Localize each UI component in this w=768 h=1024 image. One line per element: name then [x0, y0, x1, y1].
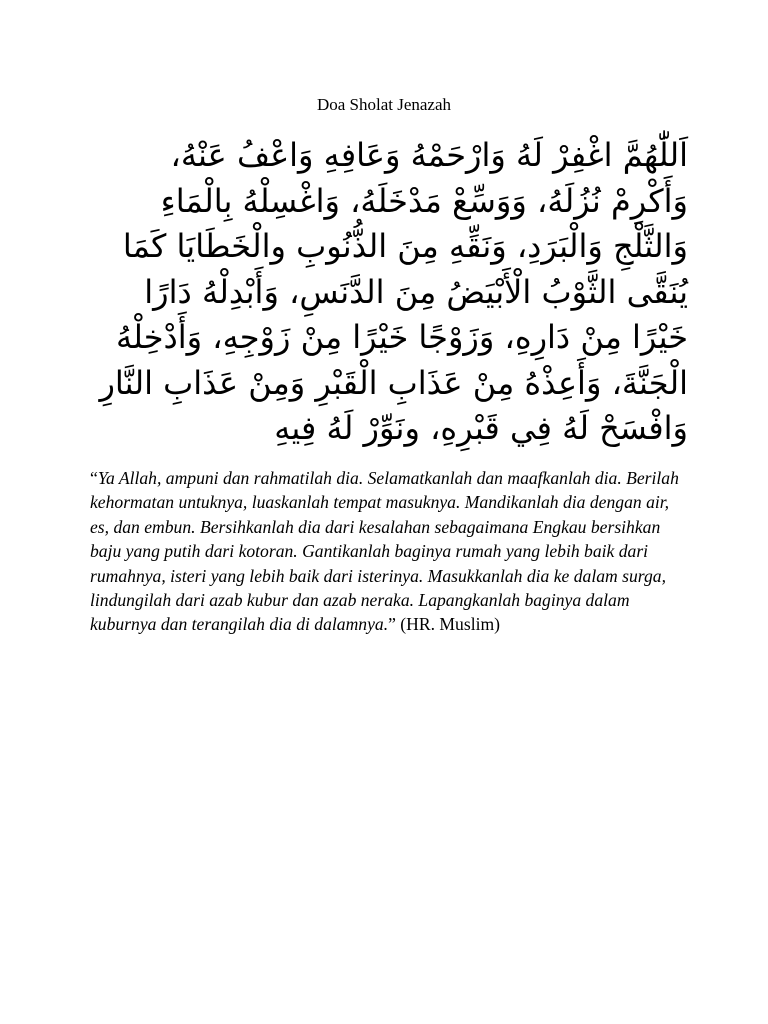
close-quote-mark: ” — [388, 614, 396, 635]
hadith-source: (HR. Muslim) — [395, 614, 501, 635]
arabic-prayer-text: اَللّٰهُمَّ اغْفِرْ لَهُ وَارْحَمْهُ وَعَافِهِ وَاعْفُ عَنْهُ، وَأَكْرِمْ نُزُلَهُ، وَوَسِّعْ مَدْخَلَهُ، وَاغْسِلْهُ بِالْمَاءِ وَالثَّلْجِ وَالْبَرَدِ، وَنَقِّهِ مِنَ الذُّنُوبِ والْخَطَايَا كَمَا يُنَقَّى الثَّوْبُ الْأَبْيَضُ مِنَ الدَّنَسِ، وَأَبْدِلْهُ دَارًا خَيْرًا مِنْ دَارِهِ، وَزَوْجًا خَيْرًا مِنْ زَوْجِهِ، وَأَدْخِلْهُ الْجَنَّةَ، وَأَعِذْهُ مِنْ عَذَابِ الْقَبْرِ وَمِنْ عَذَابِ النَّارِ وَافْسَحْ لَهُ فِي قَبْرِهِ، ونَوِّرْ لَهُ فِيهِ — [99, 136, 688, 447]
document-title: Doa Sholat Jenazah — [316, 95, 452, 114]
open-quote-mark: “ — [90, 468, 98, 488]
translation-text: Ya Allah, ampuni dan rahmatilah dia. Selamatkanlah dan maafkanlah dia. Berilah kehormatan untuknya, luaskanlah tempat masuknya. Mandikanlah dia dengan air, es, dan embun. Bersihkanlah dia dari kesalahan sebagaimana Engkau bersihkan baju yang putih dari kotoran. Gantikanlah baginya rumah yang lebih baik dari rumahnya, isteri yang lebih baik dari isterinya. Masukkanlah dia ke dalam surga, lindungilah dari azab kubur dan azab neraka. Lapangkanlah baginya dalam kuburnya dan terangilah dia di dalamnya. — [90, 468, 679, 635]
translation-paragraph — [90, 466, 682, 637]
